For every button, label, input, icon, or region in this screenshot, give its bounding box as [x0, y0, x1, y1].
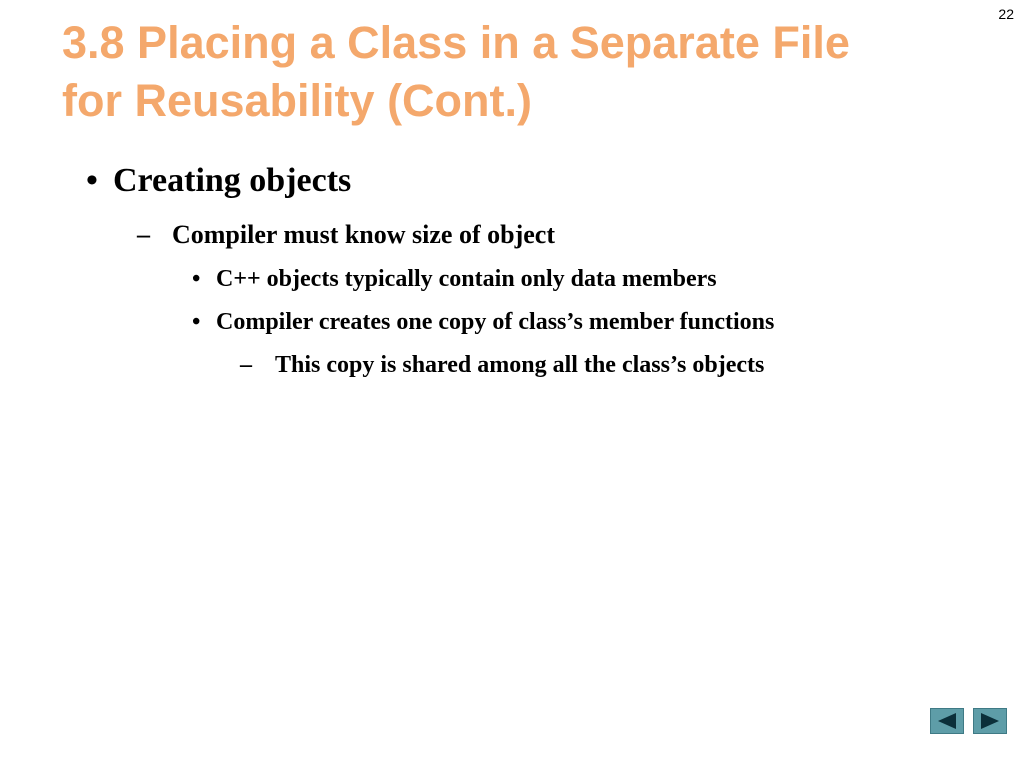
bullet-compiler-size: Compiler must know size of object — [172, 220, 555, 249]
previous-slide-button[interactable] — [930, 708, 964, 734]
bullet-creating-objects: Creating objects — [113, 162, 352, 199]
bullet-marker-level4: – — [240, 352, 252, 378]
bullet-marker-level1: • — [86, 162, 98, 199]
bullet-marker-level3b: • — [192, 309, 201, 335]
next-slide-button[interactable] — [973, 708, 1007, 734]
bullet-shared-copy: This copy is shared among all the class’s objects — [275, 352, 765, 378]
slide-title-line-2: for Reusability (Cont.) — [62, 75, 532, 126]
triangle-right-icon — [979, 712, 1001, 730]
triangle-left-icon — [936, 712, 958, 730]
bullet-marker-level3a: • — [192, 266, 201, 292]
slide-title-line-1: 3.8 Placing a Class in a Separate File — [62, 17, 850, 68]
slide-number: 22 — [998, 6, 1014, 22]
slide-title — [62, 14, 992, 130]
bullet-marker-level2: – — [137, 220, 150, 249]
bullet-data-members: C++ objects typically contain only data members — [216, 266, 717, 292]
bullet-member-functions: Compiler creates one copy of class’s member functions — [216, 309, 775, 335]
